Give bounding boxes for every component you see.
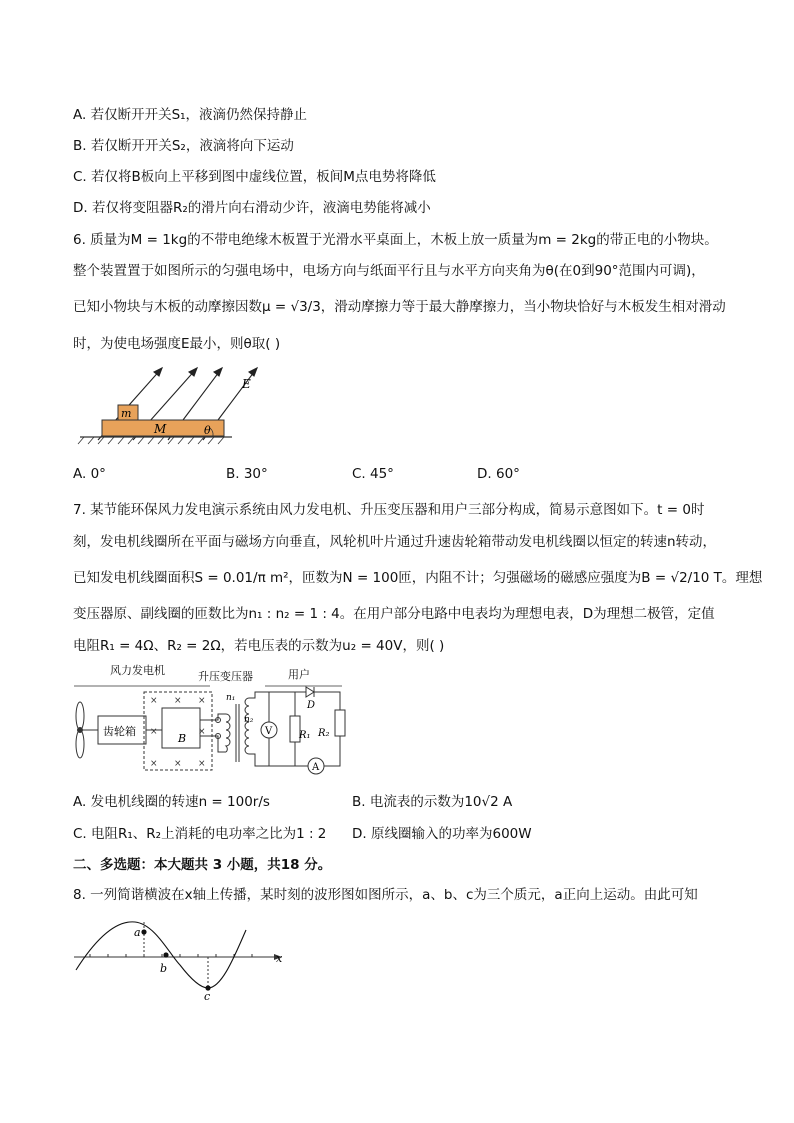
q8-axis-x: x [276, 952, 283, 965]
q6-stem-line4: 时，为使电场强度E最小，则θ取( ) [73, 336, 281, 352]
svg-text:×: × [174, 696, 182, 706]
svg-text:×: × [198, 759, 206, 769]
q8-label-b: b [160, 962, 168, 975]
q7-stem-line3: 已知发电机线圈面积S = 0.01/π m²，匝数为N = 100匝，内阻不计；匀强磁场的磁感应强度为B = √2/10 T。理想 [73, 570, 763, 586]
q6-option-c: C. 45° [352, 466, 394, 482]
q7-stem-line4: 变压器原、副线圈的匝数比为n₁ : n₂ = 1 : 4。在用户部分电路中电表均为理想电表，D为理想二极管，定值 [73, 606, 715, 622]
q8-stem-line1: 8. 一列简谐横波在x轴上传播，某时刻的波形图如图所示，a、b、c为三个质元，a正向上运动。由此可知 [73, 887, 698, 903]
q7-label-R2: R₂ [318, 728, 330, 739]
q7-label-user: 用户 [288, 668, 310, 681]
q7-label-A: A [312, 762, 320, 773]
q7-stem-line5: 电阻R₁ = 4Ω、R₂ = 2Ω，若电压表的示数为u₂ = 40V，则( ) [73, 638, 445, 654]
q7-label-gearbox: 齿轮箱 [103, 725, 136, 738]
q7-stem-line1: 7. 某节能环保风力发电演示系统由风力发电机、升压变压器和用户三部分构成，简易示意图如下。t = 0时 [73, 502, 705, 518]
svg-text:×: × [198, 696, 206, 706]
q6-stem-line3: 已知小物块与木板的动摩擦因数μ = √3/3，滑动摩擦力等于最大静摩擦力，当小物块恰好与木板发生相对滑动 [73, 299, 726, 315]
svg-text:×: × [150, 727, 158, 737]
q6-label-m: m [121, 407, 132, 420]
q7-label-wind-generator: 风力发电机 [110, 664, 165, 677]
q6-option-d: D. 60° [477, 466, 520, 482]
q6-option-a: A. 0° [73, 466, 106, 482]
q6-label-board-M: M [154, 422, 167, 436]
q5-option-a: A. 若仅断开开关S₁，液滴仍然保持静止 [73, 107, 308, 123]
svg-text:×: × [198, 727, 206, 737]
q8-wave-figure [70, 910, 290, 1003]
section-heading-multiple-choice: 二、多选题：本大题共 3 小题，共18 分。 [73, 857, 332, 873]
q6-label-theta: θ [204, 424, 211, 437]
q8-label-c: c [204, 990, 211, 1003]
q6-label-E: E [242, 377, 251, 391]
q6-figure [70, 358, 270, 448]
q5-option-d: D. 若仅将变阻器R₂的滑片向右滑动少许，液滴电势能将减小 [73, 200, 431, 216]
q6-option-b: B. 30° [226, 466, 268, 482]
q7-option-a: A. 发电机线圈的转速n = 100r/s [73, 794, 270, 810]
q7-stem-line2: 刻，发电机线圈所在平面与磁场方向垂直，风轮机叶片通过升速齿轮箱带动发电机线圈以恒定的转速n转动， [73, 534, 717, 550]
q7-label-B: B [178, 732, 187, 745]
svg-text:×: × [150, 696, 158, 706]
q7-label-n2: n₂ [244, 715, 254, 725]
q7-option-b: B. 电流表的示数为10√2 A [352, 794, 513, 810]
q6-stem-line1: 6. 质量为M = 1kg的不带电绝缘木板置于光滑水平桌面上，木板上放一质量为m = 2kg的带正电的小物块。 [73, 232, 718, 248]
q7-label-n1: n₁ [226, 693, 236, 703]
q7-label-R1: R₁ [299, 730, 311, 741]
q7-label-transformer: 升压变压器 [198, 670, 253, 683]
q7-label-D: D [307, 700, 316, 711]
svg-text:×: × [150, 759, 158, 769]
q7-option-d: D. 原线圈输入的功率为600W [352, 826, 532, 842]
q6-stem-line2: 整个装置置于如图所示的匀强电场中，电场方向与纸面平行且与水平方向夹角为θ(在0到90°范围内可调)， [73, 263, 705, 279]
svg-text:×: × [174, 759, 182, 769]
q7-figure [70, 662, 350, 780]
q5-option-b: B. 若仅断开开关S₂，液滴将向下运动 [73, 138, 294, 154]
q7-option-c: C. 电阻R₁、R₂上消耗的电功率之比为1 : 2 [73, 826, 327, 842]
q8-label-a: a [134, 926, 141, 939]
q7-label-V: V [265, 726, 273, 737]
q5-option-c: C. 若仅将B板向上平移到图中虚线位置，板间M点电势将降低 [73, 169, 436, 185]
